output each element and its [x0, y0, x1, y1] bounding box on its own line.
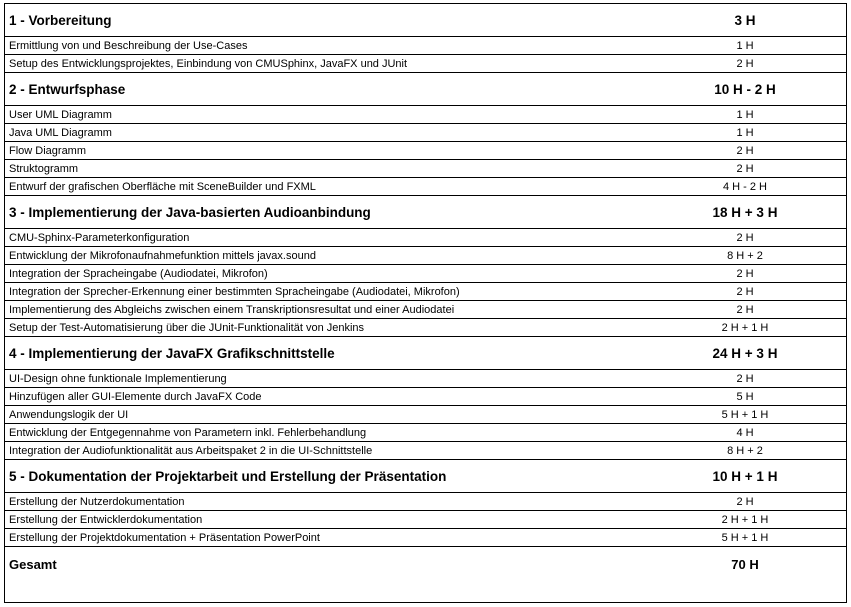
task-name: Erstellung der Projektdokumentation + Präsentation PowerPoint	[5, 529, 644, 547]
task-hours: 2 H	[644, 370, 846, 388]
task-hours: 2 H + 1 H	[644, 319, 846, 337]
task-row	[5, 106, 846, 124]
section-hours: 10 H + 1 H	[644, 460, 846, 493]
task-row	[5, 424, 846, 442]
section-title: 3 - Implementierung der Java-basierten Audioanbindung	[5, 196, 644, 229]
task-row	[5, 301, 846, 319]
task-name: Entwurf der grafischen Oberfläche mit SceneBuilder und FXML	[5, 178, 644, 196]
task-row	[5, 493, 846, 511]
task-hours: 4 H	[644, 424, 846, 442]
task-name: Implementierung des Abgleichs zwischen einem Transkriptionsresultat und einer Audiodatei	[5, 301, 644, 319]
task-row	[5, 229, 846, 247]
task-name: Java UML Diagramm	[5, 124, 644, 142]
task-row	[5, 283, 846, 301]
task-name: Integration der Sprecher-Erkennung einer bestimmten Spracheingabe (Audiodatei, Mikrofon)	[5, 283, 644, 301]
task-hours: 1 H	[644, 124, 846, 142]
task-hours: 2 H + 1 H	[644, 511, 846, 529]
section-hours: 10 H - 2 H	[644, 73, 846, 106]
task-name: User UML Diagramm	[5, 106, 644, 124]
task-hours: 5 H	[644, 388, 846, 406]
task-name: Erstellung der Entwicklerdokumentation	[5, 511, 644, 529]
section-title: 5 - Dokumentation der Projektarbeit und Erstellung der Präsentation	[5, 460, 644, 493]
task-name: Setup des Entwicklungsprojektes, Einbindung von CMUSphinx, JavaFX und JUnit	[5, 55, 644, 73]
task-name: Hinzufügen aller GUI-Elemente durch JavaFX Code	[5, 388, 644, 406]
task-row	[5, 370, 846, 388]
task-hours: 2 H	[644, 55, 846, 73]
task-row	[5, 406, 846, 424]
section-title: 4 - Implementierung der JavaFX Grafikschnittstelle	[5, 337, 644, 370]
section-hours: 18 H + 3 H	[644, 196, 846, 229]
task-row	[5, 511, 846, 529]
task-name: Ermittlung von und Beschreibung der Use-Cases	[5, 37, 644, 55]
task-hours: 5 H + 1 H	[644, 529, 846, 547]
task-name: UI-Design ohne funktionale Implementierung	[5, 370, 644, 388]
section-title: 1 - Vorbereitung	[5, 4, 644, 37]
task-hours: 2 H	[644, 229, 846, 247]
task-hours: 8 H + 2	[644, 247, 846, 265]
total-row	[5, 547, 846, 582]
task-hours: 2 H	[644, 493, 846, 511]
task-name: Integration der Spracheingabe (Audiodatei, Mikrofon)	[5, 265, 644, 283]
task-name: Struktogramm	[5, 160, 644, 178]
task-name: CMU-Sphinx-Parameterkonfiguration	[5, 229, 644, 247]
section-row	[5, 196, 846, 229]
section-hours: 24 H + 3 H	[644, 337, 846, 370]
total-hours: 70 H	[731, 556, 759, 572]
task-hours: 2 H	[644, 142, 846, 160]
task-name: Setup der Test-Automatisierung über die JUnit-Funktionalität von Jenkins	[5, 319, 644, 337]
task-row	[5, 142, 846, 160]
project-time-plan-sheet	[4, 3, 847, 603]
task-hours: 2 H	[644, 301, 846, 319]
section-hours: 3 H	[644, 4, 846, 37]
time-plan-table	[5, 4, 846, 581]
task-name: Entwicklung der Mikrofonaufnahmefunktion mittels javax.sound	[5, 247, 644, 265]
task-row	[5, 55, 846, 73]
task-row	[5, 319, 846, 337]
task-hours: 1 H	[644, 37, 846, 55]
task-name: Integration der Audiofunktionalität aus Arbeitspaket 2 in die UI-Schnittstelle	[5, 442, 644, 460]
task-hours: 2 H	[644, 265, 846, 283]
total-label: Gesamt	[9, 556, 57, 572]
task-hours: 4 H - 2 H	[644, 178, 846, 196]
section-row	[5, 4, 846, 37]
task-row	[5, 124, 846, 142]
task-name: Entwicklung der Entgegennahme von Parametern inkl. Fehlerbehandlung	[5, 424, 644, 442]
task-name: Anwendungslogik der UI	[5, 406, 644, 424]
section-title: 2 - Entwurfsphase	[5, 73, 644, 106]
time-plan-body	[5, 4, 846, 581]
task-row	[5, 388, 846, 406]
section-row	[5, 73, 846, 106]
task-name: Erstellung der Nutzerdokumentation	[5, 493, 644, 511]
task-hours: 5 H + 1 H	[644, 406, 846, 424]
task-hours: 2 H	[644, 160, 846, 178]
task-row	[5, 529, 846, 547]
task-row	[5, 265, 846, 283]
task-hours: 2 H	[644, 283, 846, 301]
task-row	[5, 247, 846, 265]
task-row	[5, 178, 846, 196]
task-row	[5, 442, 846, 460]
task-name: Flow Diagramm	[5, 142, 644, 160]
task-hours: 8 H + 2	[644, 442, 846, 460]
task-row	[5, 37, 846, 55]
task-row	[5, 160, 846, 178]
section-row	[5, 337, 846, 370]
section-row	[5, 460, 846, 493]
task-hours: 1 H	[644, 106, 846, 124]
